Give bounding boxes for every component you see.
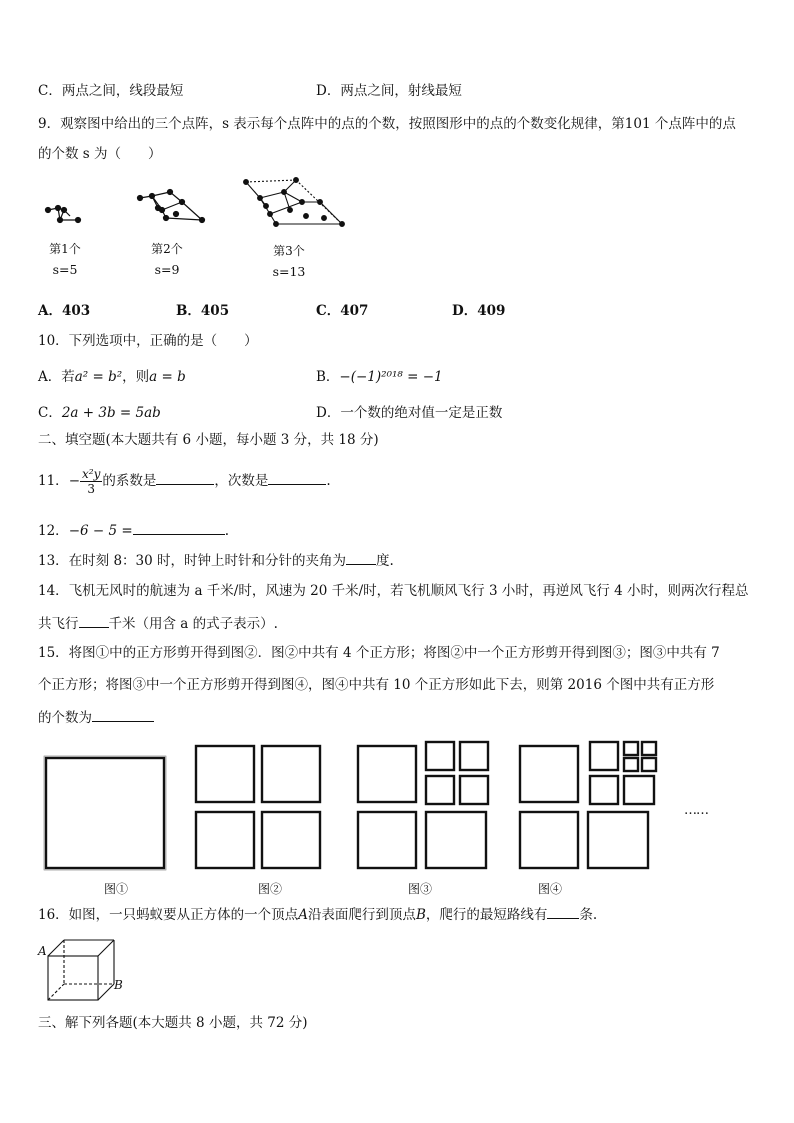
q15-line1: 15．将图①中的正方形剪开得到图②．图②中共有 4 个正方形；将图②中一个正方形剪开得到图③；图③中共有 7 [38,645,720,661]
lattice-2-value: s=9 [154,262,180,277]
square-figure-4 [518,738,658,872]
q9-stem-line1: 9．观察图中给出的三个点阵，s 表示每个点阵中的点的个数，按照图形中的点的个数变化规律，第101 个点阵中的点 [38,116,736,132]
q14-line2b: 千米（用含 a 的式子表示）. [108,616,278,632]
q16-text-b: 沿表面爬行到顶点 [307,907,416,923]
q12 [38,520,229,540]
q10-a-math1: a² = b² [74,369,123,385]
q10-b-prefix: B． [316,369,340,385]
q10-a-prefix: A．若 [38,369,75,385]
q9-option-b: B．405 [176,303,230,319]
q11-minus: − [68,473,80,489]
cube-label-a: A [38,944,47,958]
q9-option-a: A．403 [38,303,91,319]
cube-figure [38,936,128,1006]
dot-lattice-1 [44,200,84,228]
q11-text2: ，次数是 [214,473,269,489]
q11-blank-1[interactable] [156,470,214,485]
q14-line2 [38,613,278,633]
q15-line2: 个正方形；将图③中一个正方形剪开得到图④，图④中共有 10 个正方形如此下去，则第 2016 个图中共有正方形 [38,677,715,693]
q16-end: 条. [579,907,598,923]
q13-text: 13．在时刻 8：30 时，时钟上时针和分针的夹角为 [38,553,347,569]
q13-end: 度. [376,553,394,569]
section-3-heading: 三、解下列各题(本大题共 8 小题，共 72 分) [38,1015,308,1031]
q16-text-a: 16．如图，一只蚂蚁要从正方体的一个顶点 [38,907,299,923]
q16-point-b: B [415,907,426,923]
q11 [38,462,331,500]
q10-stem: 10．下列选项中，正确的是（ ） [38,333,258,349]
q10-option-c [38,404,161,422]
q15-ellipsis: …… [684,803,708,818]
q14-line1: 14．飞机无风时的航速为 a 千米/时，风速为 20 千米/时，若飞机顺风飞行 3 小时，再逆风飞行 4 小时，则两次行程总 [38,583,749,599]
lattice-1-value: s=5 [52,262,78,277]
q10-option-d: D．一个数的绝对值一定是正数 [316,405,503,421]
q11-num: 11． [38,473,69,489]
q12-num: 12． [38,523,69,539]
q8-option-d: D．两点之间，射线最短 [316,83,462,99]
q10-option-a [38,368,186,386]
q14-line2a: 共飞行 [38,616,79,632]
lattice-3-value: s=13 [272,264,306,279]
q11-end: . [326,473,331,489]
q12-end: . [224,523,229,539]
q13 [38,550,394,570]
q10-a-math2: a = b [149,369,186,385]
fig-2-label: 图② [257,882,282,896]
square-figure-2 [194,744,326,872]
q16-blank[interactable] [547,904,579,919]
lattice-1-label: 第1个 [49,242,81,256]
dot-lattice-3 [240,174,350,234]
q12-blank[interactable] [133,520,225,535]
fig-4-label: 图④ [537,882,562,896]
q13-blank[interactable] [346,550,376,565]
dot-lattice-2 [136,186,208,226]
q9-option-d: D．409 [452,303,506,319]
q10-c-prefix: C． [38,405,62,421]
section-2-heading: 二、填空题(本大题共有 6 小题，每小题 3 分，共 18 分) [38,432,379,448]
q14-blank[interactable] [79,613,109,628]
q10-c-math: 2a + 3b = 5ab [61,405,161,421]
q10-option-b [316,368,443,386]
lattice-2-label: 第2个 [151,242,183,256]
q11-fraction [80,467,102,496]
fig-1-label: 图① [103,882,128,896]
q9-option-c: C．407 [316,303,369,319]
square-figure-3 [356,740,490,872]
fig-3-label: 图③ [407,882,432,896]
q8-option-c: C．两点之间，线段最短 [38,83,184,99]
q11-text1: 的系数是 [102,473,157,489]
q10-a-mid: ，则 [122,369,150,385]
q16-point-a: A [298,907,308,923]
q11-frac-num: x²y [82,467,101,481]
cube-label-b: B [114,978,123,992]
q11-blank-2[interactable] [268,470,326,485]
q15-blank[interactable] [92,707,154,722]
q15-line3 [38,707,154,727]
q15-line3-text: 的个数为 [38,710,92,726]
lattice-3-label: 第3个 [273,244,305,258]
q16-text-c: ，爬行的最短路线有 [425,907,548,923]
q16 [38,904,597,924]
q10-b-math: −(−1)²⁰¹⁸ = −1 [339,369,443,385]
q11-frac-den: 3 [87,482,95,496]
q9-stem-line2: 的个数 s 为（ ） [38,146,162,162]
square-figure-1 [44,756,168,872]
q12-math: −6 − 5 = [68,523,133,539]
